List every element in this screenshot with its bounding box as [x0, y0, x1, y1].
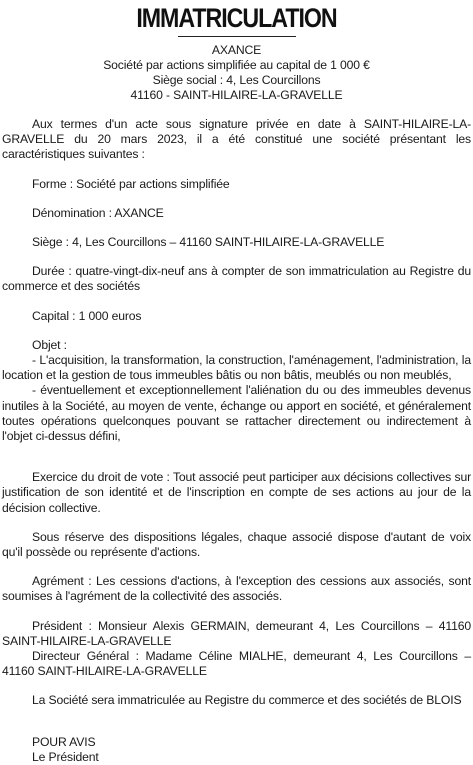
legal-notice: [0, 2, 473, 764]
objet-item-1: - L'acquisition, la transformation, la construction, l'aménagement, l'administration, la location et la gestion de tous immeubles bâtis ou non bâtis, meublés ou non meublés,: [2, 353, 471, 383]
company-name: AXANCE: [211, 43, 262, 57]
capital-line: Capital : 1 000 euros: [32, 308, 142, 323]
denomination-line: Dénomination : AXANCE: [32, 205, 164, 220]
company-type: Société par actions simplifiée au capital de 1 000 €: [103, 58, 370, 72]
reserve-paragraph: Sous réserve des dispositions légales, chaque associé dispose d'autant de voix qu'il possède ou représente d'actions.: [2, 529, 471, 560]
company-city: 41160 - SAINT-HILAIRE-LA-GRAVELLE: [130, 88, 343, 102]
vote-paragraph: Exercice du droit de vote : Tout associé peut participer aux décisions collectives sur justification de son identité et de l'inscription en compte de ses actions au jour de la décision collective.: [2, 470, 471, 515]
closing-pour-avis: POUR AVIS: [32, 734, 96, 749]
company-header: [2, 43, 471, 103]
forme-line: Forme : Société par actions simplifiée: [32, 176, 230, 191]
objet-heading: Objet :: [32, 337, 67, 352]
title-divider: [178, 36, 296, 37]
company-seat: Siège social : 4, Les Courcillons: [152, 73, 321, 87]
immatriculation-paragraph: La Société sera immatriculée au Registre du commerce et des sociétés de BLOIS: [32, 693, 462, 708]
objet-item-2: - éventuellement et exceptionnellement l'aliénation du ou des immeubles devenus inutiles à la Société, au moyen de vente, échange ou apport en société, et généralement toutes opérations quelconques pouvant se rattacher directement ou indirectement à l'objet ci-dessus défini,: [2, 383, 471, 444]
duree-paragraph: Durée : quatre-vingt-dix-neuf ans à compter de son immatriculation au Registre du commerce et des sociétés: [2, 264, 471, 294]
directeur-paragraph: Directeur Général : Madame Céline MIALHE, demeurant 4, Les Courcillons – 41160 SAINT-HILAIRE-LA-GRAVELLE: [2, 649, 471, 679]
president-paragraph: Président : Monsieur Alexis GERMAIN, demeurant 4, Les Courcillons – 41160 SAINT-HILAIRE-LA-GRAVELLE: [2, 618, 471, 648]
agrement-paragraph: Agrément : Les cessions d'actions, à l'exception des cessions aux associés, sont soumises à l'agrément de la collectivité des associés.: [2, 574, 471, 604]
intro-paragraph: Aux termes d'un acte sous signature privée en date à SAINT-HILAIRE-LA-GRAVELLE du 20 mars 2023, il a été constitué une société présentant les caractéristiques suivantes :: [2, 117, 471, 162]
closing-signatory: Le Président: [32, 749, 99, 764]
notice-title: IMMATRICULATION: [136, 3, 337, 33]
siege-line: Siège : 4, Les Courcillons – 41160 SAINT-HILAIRE-LA-GRAVELLE: [32, 235, 385, 250]
